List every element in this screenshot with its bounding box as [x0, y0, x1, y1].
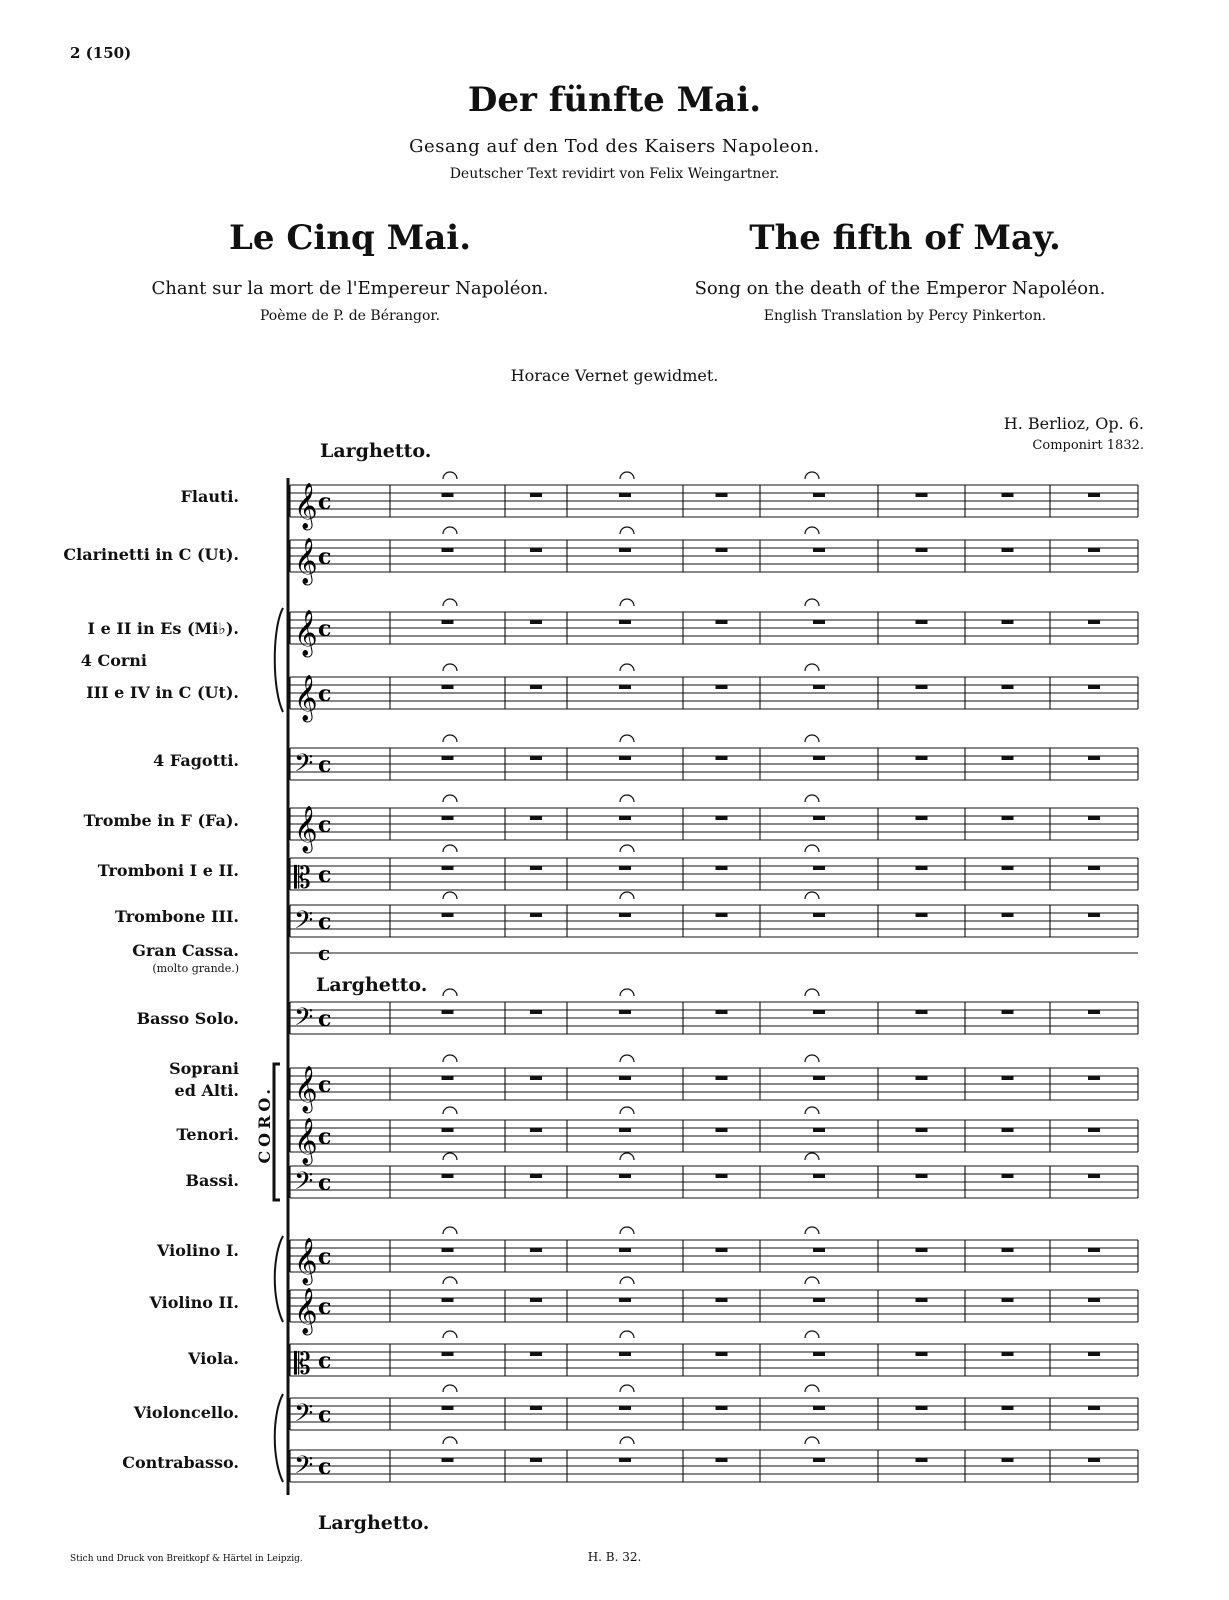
whole-rest: [1002, 1458, 1014, 1462]
whole-rest: [1002, 1076, 1014, 1080]
whole-rest: [530, 1010, 542, 1014]
whole-rest: [813, 1248, 825, 1252]
fermata: [620, 735, 634, 742]
whole-rest: [619, 913, 631, 917]
time-signature: c: [318, 1124, 332, 1150]
whole-rest: [1002, 493, 1014, 497]
fermata: [443, 472, 457, 479]
label-bassi: Bassi.: [185, 1171, 239, 1190]
whole-rest: [1002, 548, 1014, 552]
whole-rest: [530, 685, 542, 689]
time-signature: c: [318, 1244, 332, 1270]
whole-rest: [916, 756, 928, 760]
whole-rest: [1088, 1174, 1100, 1178]
whole-rest: [1088, 1352, 1100, 1356]
fermata: [620, 845, 634, 852]
fermata: [805, 735, 819, 742]
time-signature: c: [318, 1072, 332, 1098]
fermata: [620, 1107, 634, 1114]
whole-rest: [1088, 913, 1100, 917]
whole-rest: [716, 756, 728, 760]
whole-rest: [530, 913, 542, 917]
label-violino-2: Violino II.: [149, 1293, 239, 1312]
whole-rest: [1002, 1298, 1014, 1302]
fermata: [620, 1153, 634, 1160]
whole-rest: [813, 1458, 825, 1462]
fermata: [805, 989, 819, 996]
label-corni-1-2: I e II in Es (Mi♭).: [87, 619, 239, 638]
title-english: The fifth of May.: [749, 218, 1061, 258]
fermata: [805, 527, 819, 534]
whole-rest: [1088, 1128, 1100, 1132]
whole-rest: [442, 756, 454, 760]
whole-rest: [813, 756, 825, 760]
whole-rest: [813, 685, 825, 689]
fermata: [805, 1055, 819, 1062]
whole-rest: [442, 493, 454, 497]
label-alti: ed Alti.: [174, 1081, 239, 1100]
whole-rest: [916, 1248, 928, 1252]
whole-rest: [530, 756, 542, 760]
whole-rest: [619, 1010, 631, 1014]
fermata: [620, 1385, 634, 1392]
whole-rest: [916, 548, 928, 552]
fermata: [805, 1331, 819, 1338]
time-signature: c: [318, 681, 332, 707]
fermata: [443, 1385, 457, 1392]
fermata: [620, 1437, 634, 1444]
whole-rest: [916, 685, 928, 689]
label-flauti: Flauti.: [180, 487, 239, 506]
fermata: [443, 845, 457, 852]
whole-rest: [442, 548, 454, 552]
whole-rest: [530, 1406, 542, 1410]
whole-rest: [813, 548, 825, 552]
clef-symbol: 𝄞: [294, 538, 318, 584]
whole-rest: [1088, 1298, 1100, 1302]
whole-rest: [619, 1248, 631, 1252]
time-signature: c: [318, 909, 332, 935]
whole-rest: [442, 1128, 454, 1132]
fermata: [805, 845, 819, 852]
whole-rest: [1088, 685, 1100, 689]
whole-rest: [442, 913, 454, 917]
whole-rest: [916, 1298, 928, 1302]
fermata: [443, 1277, 457, 1284]
label-fagotti: 4 Fagotti.: [153, 751, 239, 770]
whole-rest: [1002, 756, 1014, 760]
whole-rest: [530, 548, 542, 552]
whole-rest: [442, 1010, 454, 1014]
time-signature: c: [318, 941, 331, 965]
whole-rest: [1002, 1128, 1014, 1132]
whole-rest: [530, 1248, 542, 1252]
composer: H. Berlioz, Op. 6.: [1003, 414, 1144, 433]
fermata: [443, 1055, 457, 1062]
fermata: [443, 795, 457, 802]
whole-rest: [813, 1298, 825, 1302]
whole-rest: [916, 1076, 928, 1080]
tempo-vocal: Larghetto.: [316, 974, 428, 996]
choir-bracket: [274, 1064, 280, 1200]
whole-rest: [530, 816, 542, 820]
poet-french: Poème de P. de Bérangor.: [259, 308, 441, 324]
whole-rest: [813, 1174, 825, 1178]
whole-rest: [916, 1406, 928, 1410]
whole-rest: [813, 1076, 825, 1080]
label-coro: CORO.: [255, 1085, 274, 1164]
clef-symbol: 𝄢: [294, 1451, 314, 1486]
whole-rest: [442, 685, 454, 689]
time-signature: c: [318, 489, 332, 515]
whole-rest: [619, 548, 631, 552]
whole-rest: [716, 1406, 728, 1410]
title-french: Le Cinq Mai.: [228, 218, 472, 258]
fermata: [805, 1107, 819, 1114]
whole-rest: [716, 685, 728, 689]
label-gran-cassa-note: (molto grande.): [152, 962, 239, 975]
label-tromboni: Tromboni I e II.: [97, 861, 239, 880]
whole-rest: [716, 1076, 728, 1080]
violin-brace: [275, 1236, 283, 1322]
subtitle-french: Chant sur la mort de l'Empereur Napoléon.: [151, 278, 549, 299]
fermata: [443, 892, 457, 899]
whole-rest: [916, 913, 928, 917]
whole-rest: [916, 620, 928, 624]
whole-rest: [619, 1128, 631, 1132]
clef-symbol: 𝄞: [294, 1238, 318, 1284]
whole-rest: [813, 1010, 825, 1014]
whole-rest: [716, 1174, 728, 1178]
whole-rest: [442, 1174, 454, 1178]
whole-rest: [442, 1298, 454, 1302]
clef-symbol: 𝄢: [294, 906, 314, 941]
whole-rest: [813, 1128, 825, 1132]
fermata: [805, 599, 819, 606]
label-clarinetti: Clarinetti in C (Ut).: [63, 545, 239, 564]
whole-rest: [1002, 685, 1014, 689]
fermata: [620, 892, 634, 899]
label-basso-solo: Basso Solo.: [136, 1009, 239, 1028]
tempo-top: Larghetto.: [320, 440, 432, 462]
clef-symbol: 𝄢: [294, 1003, 314, 1038]
label-trombe: Trombe in F (Fa).: [83, 811, 239, 830]
fermata: [620, 1055, 634, 1062]
clef-symbol: 𝄞: [294, 483, 318, 529]
whole-rest: [619, 816, 631, 820]
whole-rest: [916, 493, 928, 497]
whole-rest: [619, 1076, 631, 1080]
time-signature: c: [318, 1454, 332, 1480]
whole-rest: [716, 913, 728, 917]
whole-rest: [530, 1352, 542, 1356]
tempo-bottom: Larghetto.: [318, 1512, 430, 1534]
whole-rest: [619, 1406, 631, 1410]
whole-rest: [1002, 1248, 1014, 1252]
fermata: [620, 1331, 634, 1338]
whole-rest: [916, 816, 928, 820]
bass-brace: [275, 1394, 283, 1482]
fermata: [805, 1437, 819, 1444]
whole-rest: [1002, 1352, 1014, 1356]
title-german: Der fünfte Mai.: [467, 80, 762, 120]
time-signature: c: [318, 812, 332, 838]
whole-rest: [813, 913, 825, 917]
whole-rest: [716, 493, 728, 497]
whole-rest: [716, 1128, 728, 1132]
whole-rest: [1002, 1010, 1014, 1014]
whole-rest: [619, 1352, 631, 1356]
fermata: [805, 892, 819, 899]
whole-rest: [716, 1298, 728, 1302]
fermata: [620, 527, 634, 534]
fermata: [805, 664, 819, 671]
clef-symbol: 𝄢: [294, 1399, 314, 1434]
whole-rest: [530, 1298, 542, 1302]
clef-symbol: 𝄢: [294, 749, 314, 784]
whole-rest: [442, 620, 454, 624]
dedication: Horace Vernet gewidmet.: [510, 366, 719, 385]
whole-rest: [1002, 816, 1014, 820]
fermata: [443, 735, 457, 742]
whole-rest: [619, 1298, 631, 1302]
fermata: [443, 989, 457, 996]
whole-rest: [716, 1352, 728, 1356]
page-number: 2 (150): [70, 44, 132, 62]
fermata: [805, 1227, 819, 1234]
whole-rest: [1088, 1010, 1100, 1014]
whole-rest: [530, 1458, 542, 1462]
fermata: [443, 1153, 457, 1160]
whole-rest: [716, 1248, 728, 1252]
whole-rest: [530, 493, 542, 497]
whole-rest: [442, 866, 454, 870]
whole-rest: [916, 866, 928, 870]
fermata: [443, 664, 457, 671]
composition-date: Componirt 1832.: [1032, 438, 1144, 453]
time-signature: c: [318, 544, 332, 570]
whole-rest: [716, 1458, 728, 1462]
fermata: [620, 664, 634, 671]
fermata: [620, 472, 634, 479]
whole-rest: [716, 620, 728, 624]
whole-rest: [1088, 756, 1100, 760]
subtitle-german: Gesang auf den Tod des Kaisers Napoleon.: [409, 136, 820, 157]
whole-rest: [442, 1352, 454, 1356]
fermata: [443, 1227, 457, 1234]
whole-rest: [530, 620, 542, 624]
time-signature: c: [318, 616, 332, 642]
whole-rest: [1002, 913, 1014, 917]
whole-rest: [1002, 620, 1014, 624]
horn-brace: [275, 608, 283, 712]
time-signature: c: [318, 1348, 332, 1374]
whole-rest: [530, 1174, 542, 1178]
clef-symbol: 𝄞: [294, 806, 318, 852]
whole-rest: [813, 493, 825, 497]
label-soprani: Soprani: [169, 1059, 239, 1078]
time-signature: c: [318, 1170, 332, 1196]
clef-symbol: 𝄞: [294, 610, 318, 656]
whole-rest: [916, 1128, 928, 1132]
whole-rest: [716, 548, 728, 552]
label-tenori: Tenori.: [176, 1125, 239, 1144]
whole-rest: [1088, 816, 1100, 820]
whole-rest: [1002, 1174, 1014, 1178]
whole-rest: [1088, 493, 1100, 497]
clef-symbol: 𝄡: [294, 861, 311, 896]
whole-rest: [813, 1352, 825, 1356]
plate-number: H. B. 32.: [587, 1550, 642, 1564]
whole-rest: [813, 866, 825, 870]
whole-rest: [530, 866, 542, 870]
clef-symbol: 𝄡: [294, 1347, 311, 1382]
fermata: [620, 989, 634, 996]
fermata: [443, 599, 457, 606]
printer-credit: Stich und Druck von Breitkopf & Härtel in Leipzig.: [70, 1554, 303, 1564]
whole-rest: [916, 1352, 928, 1356]
clef-symbol: 𝄞: [294, 1288, 318, 1334]
whole-rest: [619, 685, 631, 689]
whole-rest: [619, 1458, 631, 1462]
whole-rest: [530, 1128, 542, 1132]
translator-german: Deutscher Text revidirt von Felix Weingartner.: [449, 166, 780, 182]
translator-english: English Translation by Percy Pinkerton.: [763, 308, 1047, 324]
label-trombone-3: Trombone III.: [114, 907, 239, 926]
whole-rest: [1088, 1458, 1100, 1462]
fermata: [805, 472, 819, 479]
fermata: [805, 1385, 819, 1392]
whole-rest: [619, 866, 631, 870]
time-signature: c: [318, 752, 332, 778]
whole-rest: [1088, 866, 1100, 870]
whole-rest: [1088, 1076, 1100, 1080]
whole-rest: [619, 756, 631, 760]
whole-rest: [442, 1406, 454, 1410]
fermata: [443, 1107, 457, 1114]
label-corni-group: 4 Corni: [80, 651, 147, 670]
time-signature: c: [318, 1006, 332, 1032]
whole-rest: [442, 1076, 454, 1080]
whole-rest: [716, 866, 728, 870]
whole-rest: [442, 816, 454, 820]
subtitle-english: Song on the death of the Emperor Napoléon.: [694, 278, 1106, 299]
label-viola: Viola.: [188, 1349, 239, 1368]
whole-rest: [716, 1010, 728, 1014]
fermata: [620, 599, 634, 606]
whole-rest: [1088, 620, 1100, 624]
whole-rest: [619, 1174, 631, 1178]
fermata: [443, 1437, 457, 1444]
whole-rest: [619, 620, 631, 624]
whole-rest: [1002, 866, 1014, 870]
time-signature: c: [318, 862, 332, 888]
label-corni-3-4: III e IV in C (Ut).: [86, 683, 239, 702]
whole-rest: [813, 620, 825, 624]
time-signature: c: [318, 1402, 332, 1428]
fermata: [805, 795, 819, 802]
fermata: [443, 527, 457, 534]
whole-rest: [530, 1076, 542, 1080]
whole-rest: [442, 1248, 454, 1252]
whole-rest: [813, 1406, 825, 1410]
whole-rest: [916, 1174, 928, 1178]
clef-symbol: 𝄞: [294, 1066, 318, 1112]
whole-rest: [1088, 1248, 1100, 1252]
fermata: [620, 1227, 634, 1234]
label-violoncello: Violoncello.: [133, 1403, 239, 1422]
fermata: [620, 1277, 634, 1284]
label-contrabasso: Contrabasso.: [122, 1453, 239, 1472]
whole-rest: [1088, 548, 1100, 552]
label-violino-1: Violino I.: [157, 1241, 239, 1260]
fermata: [805, 1277, 819, 1284]
whole-rest: [916, 1010, 928, 1014]
whole-rest: [916, 1458, 928, 1462]
label-gran-cassa: Gran Cassa.: [132, 941, 239, 960]
clef-symbol: 𝄞: [294, 675, 318, 721]
fermata: [443, 1331, 457, 1338]
whole-rest: [1088, 1406, 1100, 1410]
clef-symbol: 𝄢: [294, 1167, 314, 1202]
clef-symbol: 𝄞: [294, 1118, 318, 1164]
whole-rest: [619, 493, 631, 497]
fermata: [620, 795, 634, 802]
time-signature: c: [318, 1294, 332, 1320]
whole-rest: [813, 816, 825, 820]
whole-rest: [1002, 1406, 1014, 1410]
whole-rest: [442, 1458, 454, 1462]
fermata: [805, 1153, 819, 1160]
whole-rest: [716, 816, 728, 820]
